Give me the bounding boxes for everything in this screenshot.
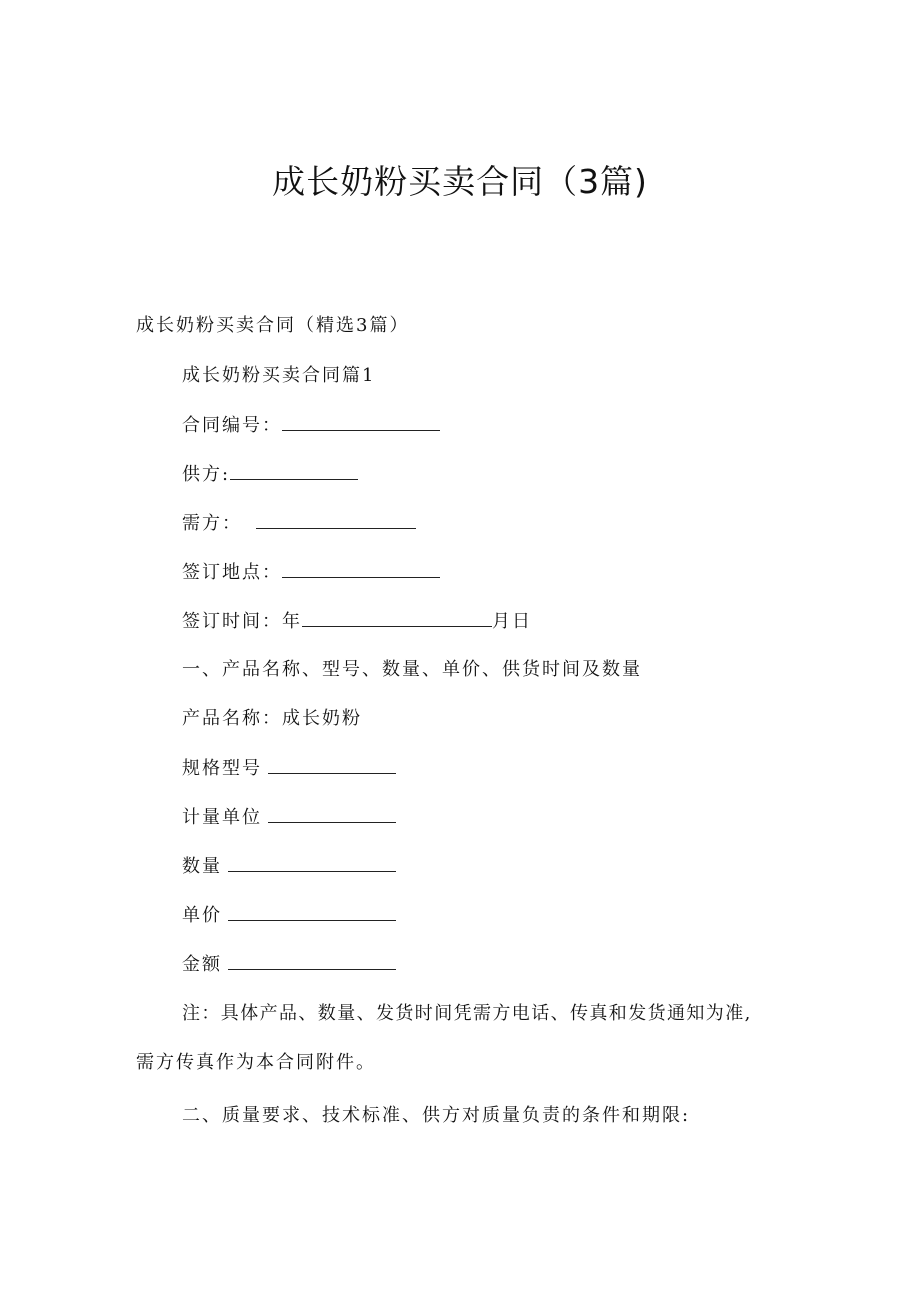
contract-number-label: 合同编号： (182, 415, 282, 436)
spec-blank (268, 756, 396, 774)
price-row (182, 903, 396, 928)
supplier-blank (230, 462, 358, 480)
signing-time-row (182, 609, 532, 634)
signing-time-blank (302, 609, 492, 627)
price-blank (228, 903, 396, 921)
amount-blank (228, 952, 396, 970)
buyer-blank (256, 511, 416, 529)
supplier-label: 供方: (182, 464, 231, 485)
contract-number-row (182, 413, 440, 438)
signing-time-suffix: 月日 (492, 611, 532, 632)
amount-row (182, 952, 396, 977)
price-label: 单价 (182, 905, 222, 926)
contract-number-blank (282, 413, 440, 431)
spec-row (182, 756, 396, 781)
buyer-label: 需方： (182, 513, 242, 534)
note-line-1: 注：具体产品、数量、发货时间凭需方电话、传真和发货通知为准, (182, 1003, 752, 1024)
signing-place-blank (282, 560, 440, 578)
supplier-row (182, 462, 358, 487)
signing-place-row (182, 560, 440, 585)
quantity-label: 数量 (182, 856, 222, 877)
section-heading: 成长奶粉买卖合同篇1 (182, 365, 376, 386)
document-title: 成长奶粉买卖合同（3篇) (272, 162, 648, 201)
signing-place-label: 签订地点： (182, 562, 282, 583)
unit-row (182, 805, 396, 830)
product-name: 产品名称：成长奶粉 (182, 708, 362, 729)
quantity-row (182, 854, 396, 879)
amount-label: 金额 (182, 954, 222, 975)
clause-1-heading: 一、产品名称、型号、数量、单价、供货时间及数量 (182, 659, 642, 680)
buyer-row (182, 511, 416, 536)
unit-label: 计量单位 (182, 807, 262, 828)
quantity-blank (228, 854, 396, 872)
signing-time-label: 签订时间：年 (182, 611, 302, 632)
spec-label: 规格型号 (182, 758, 262, 779)
unit-blank (268, 805, 396, 823)
note-line-2: 需方传真作为本合同附件。 (136, 1052, 376, 1073)
clause-2-heading: 二、质量要求、技术标准、供方对质量负责的条件和期限: (182, 1105, 691, 1126)
document-subtitle: 成长奶粉买卖合同（精选3篇） (136, 315, 410, 336)
